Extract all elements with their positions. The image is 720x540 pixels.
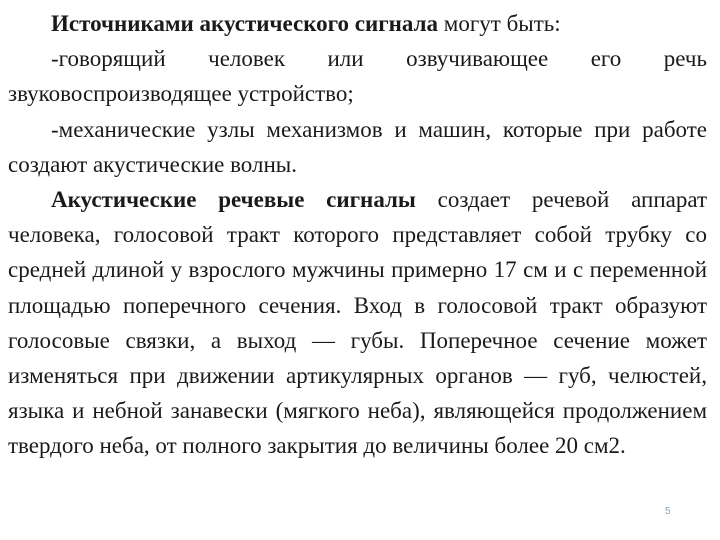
paragraph-text: -механические узлы механизмов и машин, которые при работе создают акустические волны. xyxy=(8,116,707,177)
paragraph-text: -говорящий человек или озвучивающее его речь звуковоспроизводящее устройство; xyxy=(8,46,707,107)
page-number: 5 xyxy=(665,506,671,517)
paragraph-mechanical-units xyxy=(8,112,707,182)
paragraph-sources-intro xyxy=(8,6,707,41)
term-acoustic-signal-sources: Источниками акустического сигнала xyxy=(51,11,439,36)
term-acoustic-speech-signals: Акустические речевые сигналы xyxy=(51,187,416,213)
slide-body-text xyxy=(8,6,707,464)
paragraph-text: могут быть: xyxy=(438,11,561,36)
paragraph-speaking-person xyxy=(8,41,707,111)
paragraph-text: создает речевой аппарат человека, голосовой тракт которого представляет собой трубку со средней длиной у взрослого мужчины примерно 17 см и с переменной площадью поперечного сечения. Вход в голосовой тракт образуют голосовые связки, а выход — губы. Поперечное сечение может изменяться при движении артикулярных органов — губ, челюстей, языка и небной занавески (мягкого неба), являющейся продолжением твердого неба, от полного закрытия до величины более 20 см2. xyxy=(8,187,707,459)
paragraph-speech-signals xyxy=(8,182,707,464)
